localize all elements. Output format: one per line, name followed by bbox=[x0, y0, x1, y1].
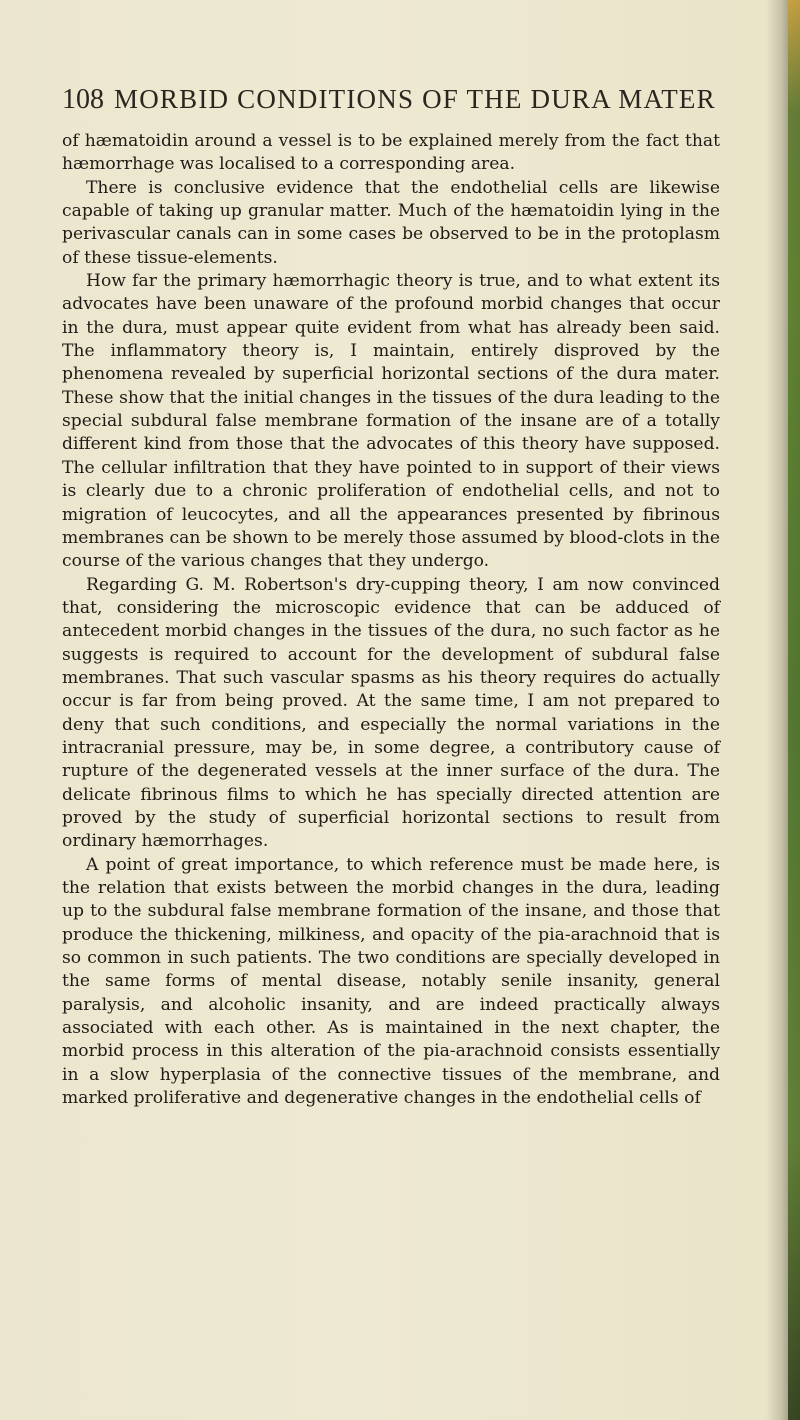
paragraph-endothelial-cells: There is conclusive evidence that the endothelial cells are likewise capable of taking up granular matter. Much of the hæmatoidin lying in the perivascular canals can in some cases be observed to be in the protoplasm of these tissue-elements. bbox=[62, 177, 720, 268]
book-edge bbox=[788, 0, 800, 1420]
paragraph-continuation: of hæmatoidin around a vessel is to be explained merely from the fact that hæmorrhage was localised to a corresponding area. bbox=[62, 131, 720, 175]
body-text bbox=[62, 130, 720, 1110]
page-header bbox=[62, 84, 722, 124]
page-number: 108 bbox=[62, 84, 104, 115]
paragraph-dry-cupping-theory: Regarding G. M. Robertson's dry-cupping theory, I am now convinced that, considering the microscopic evidence that can be adduced of antecedent morbid changes in the tissues of the dura, no such factor as he suggests is required to account for the development of subdural false membranes. That such vascular spasms as his theory requires do actually occur is far from being proved. At the same time, I am not prepared to deny that such conditions, and especially the normal variations in the intracranial pressure, may be, in some degree, a contributory cause of rupture of the degenerated vessels at the inner surface of the dura. The delicate fibrinous films to which he has specially directed attention are proved by the study of superficial horizontal sections to result from ordinary hæmorrhages. bbox=[62, 574, 720, 852]
running-title: MORBID CONDITIONS OF THE DURA MATER bbox=[114, 84, 716, 114]
paragraph-haemorrhagic-theory: How far the primary hæmorrhagic theory is true, and to what extent its advocates have been unaware of the profound morbid changes that occur in the dura, must appear quite evident from what has already been said. The inflammatory theory is, I maintain, entirely disproved by the phenomena revealed by superficial horizontal sections of the dura mater. These show that the initial changes in the tissues of the dura leading to the special subdural false membrane formation of the insane are of a totally different kind from those that the advocates of this theory have supposed. The cellular infiltration that they have pointed to in support of their views is clearly due to a chronic proliferation of endothelial cells, and not to migration of leucocytes, and all the appearances presented by fibrinous membranes can be shown to be merely those assumed by blood-clots in the course of the various changes that they undergo. bbox=[62, 271, 720, 572]
paragraph-pia-arachnoid: A point of great importance, to which reference must be made here, is the relation that exists between the morbid changes in the dura, leading up to the subdural false membrane formation of the insane, and those that produce the thickening, milkiness, and opacity of the pia-arachnoid that is so common in such patients. The two conditions are specially developed in the same forms of mental disease, notably senile insanity, general paralysis, and alcoholic insanity, and are indeed practically always associated with each other. As is maintained in the next chapter, the morbid process in this alteration of the pia-arachnoid consists essentially in a slow hyperplasia of the connective tissues of the membrane, and marked proliferative and degenerative changes in the endothelial cells of bbox=[62, 854, 720, 1109]
